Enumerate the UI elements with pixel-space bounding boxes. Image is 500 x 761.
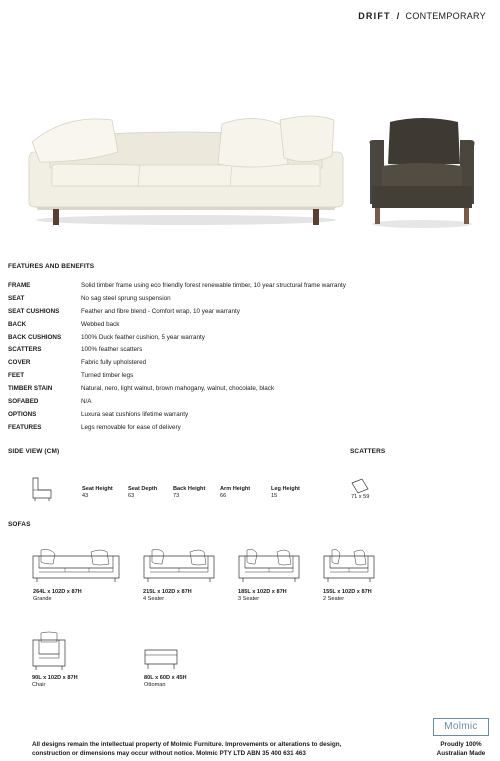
feature-value: Legs removable for ease of delivery bbox=[81, 423, 181, 431]
feature-label: SCATTERS bbox=[8, 346, 42, 354]
feature-row bbox=[8, 344, 468, 357]
feature-value: Feather and fibre blend - Comfort wrap, 10 year warranty bbox=[81, 307, 240, 315]
sofa-dims: 80L x 60D x 45H bbox=[144, 675, 187, 681]
made-in-line-2: Australian Made bbox=[436, 749, 486, 757]
feature-row bbox=[8, 396, 468, 409]
feature-label: TIMBER STAIN bbox=[8, 385, 53, 393]
dim-value: 73 bbox=[173, 493, 180, 500]
header-separator: / bbox=[396, 11, 400, 21]
feature-value: Natural, nero, light walnut, brown mahogany, walnut, chocolate, black bbox=[81, 385, 275, 393]
feature-label: BACK CUSHIONS bbox=[8, 333, 62, 341]
feature-row bbox=[8, 422, 468, 435]
feature-value: Turned timber legs bbox=[81, 372, 134, 380]
sofa-dims: 155L x 102D x 87H bbox=[323, 589, 372, 595]
feature-label: FEET bbox=[8, 372, 25, 380]
feature-row bbox=[8, 332, 468, 345]
feature-value: 100% feather scatters bbox=[81, 346, 143, 354]
sofa-2-seater-caption bbox=[323, 589, 372, 603]
sofa-name: Grande bbox=[33, 596, 52, 603]
sofa-name: 4 Seater bbox=[143, 596, 165, 603]
dim-value: 15 bbox=[271, 493, 278, 500]
chair-photo bbox=[368, 114, 476, 232]
sofa-4-seater-diagram bbox=[142, 546, 216, 584]
sofa-name: Chair bbox=[32, 682, 46, 689]
feature-value: Webbed back bbox=[81, 320, 120, 328]
footer-line-1: All designs remain the intellectual property of Molmic Furniture. Improvements or alterations to design, bbox=[32, 741, 342, 748]
scatter-cushion-diagram bbox=[350, 478, 370, 494]
australian-made-badge bbox=[428, 741, 494, 758]
dim-back-height bbox=[173, 486, 205, 500]
sofa-dims: 215L x 102D x 87H bbox=[143, 589, 192, 595]
scatters-title: SCATTERS bbox=[350, 448, 386, 455]
dim-label: Leg Height bbox=[271, 486, 300, 492]
features-list bbox=[8, 280, 468, 435]
sofa-name: 3 Seater bbox=[238, 596, 260, 603]
feature-row bbox=[8, 383, 468, 396]
feature-row bbox=[8, 409, 468, 422]
features-title: FEATURES AND BENEFITS bbox=[8, 263, 95, 270]
chair-caption bbox=[32, 675, 78, 689]
feature-value: No sag steel sprung suspension bbox=[81, 294, 171, 302]
feature-value: Solid timber frame using eco friendly forest renewable timber, 10 year structural frame warranty bbox=[81, 282, 346, 289]
feature-row bbox=[8, 293, 468, 306]
sofa-dims: 90L x 102D x 87H bbox=[32, 675, 78, 681]
feature-value: 100% Duck feather cushion, 5 year warranty bbox=[81, 333, 205, 341]
sofa-name: 2 Seater bbox=[323, 596, 345, 603]
sofa-3-seater-caption bbox=[238, 589, 287, 603]
brand-name: DRIFT bbox=[358, 11, 391, 21]
feature-label: SEAT CUSHIONS bbox=[8, 307, 60, 315]
dim-value: 66 bbox=[220, 493, 227, 500]
sofa-2-seater-diagram bbox=[322, 546, 376, 584]
side-view-title: SIDE VIEW (CM) bbox=[8, 448, 60, 455]
sofa-4-seater-caption bbox=[143, 589, 192, 603]
feature-row bbox=[8, 306, 468, 319]
footer-line-2: construction or dimensions may occur without notice. Molmic PTY LTD ABN 35 400 631 463 bbox=[32, 749, 306, 757]
sofa-3-seater-diagram bbox=[237, 546, 301, 584]
sofa-dims: 185L x 102D x 87H bbox=[238, 589, 287, 595]
ottoman-caption bbox=[144, 675, 187, 689]
feature-value: Luxura seat cushions lifetime warranty bbox=[81, 410, 189, 418]
chair-diagram bbox=[31, 630, 67, 672]
made-in-line-1: Proudly 100% bbox=[440, 741, 482, 748]
ottoman-diagram bbox=[143, 646, 179, 672]
feature-label: SEAT bbox=[8, 294, 25, 302]
dim-value: 43 bbox=[82, 493, 89, 500]
sofa-name: Ottoman bbox=[144, 682, 166, 689]
sofa-grande-caption bbox=[33, 589, 82, 603]
collection-name: CONTEMPORARY bbox=[405, 11, 486, 21]
feature-value: Fabric fully upholstered bbox=[81, 359, 147, 367]
feature-label: OPTIONS bbox=[8, 410, 37, 418]
dim-seat-height bbox=[82, 486, 113, 500]
feature-value: N/A bbox=[81, 398, 92, 406]
feature-label: COVER bbox=[8, 359, 31, 367]
feature-label: SOFABED bbox=[8, 398, 39, 406]
feature-row bbox=[8, 370, 468, 383]
feature-label: FRAME bbox=[8, 282, 31, 289]
dim-label: Seat Height bbox=[82, 486, 113, 492]
dim-value: 63 bbox=[128, 493, 135, 500]
page-header bbox=[358, 11, 486, 21]
dim-label: Back Height bbox=[173, 486, 206, 492]
sofa-dims: 264L x 102D x 87H bbox=[33, 589, 82, 595]
feature-row bbox=[8, 280, 468, 293]
side-view-diagram bbox=[30, 476, 54, 502]
feature-row bbox=[8, 357, 468, 370]
feature-label: BACK bbox=[8, 320, 27, 328]
feature-row bbox=[8, 319, 468, 332]
molmic-logo: Molmic bbox=[433, 718, 489, 736]
scatter-size: 71 x 59 bbox=[351, 494, 370, 500]
dim-label: Arm Height bbox=[220, 486, 251, 492]
dim-arm-height bbox=[220, 486, 250, 500]
copyright-notice bbox=[32, 741, 372, 758]
sofa-grande-diagram bbox=[31, 546, 121, 584]
dim-label: Seat Depth bbox=[128, 486, 158, 492]
sofas-title: SOFAS bbox=[8, 521, 31, 528]
feature-label: FEATURES bbox=[8, 423, 42, 431]
dim-leg-height bbox=[271, 486, 300, 500]
dim-seat-depth bbox=[128, 486, 157, 500]
sofa-photo bbox=[26, 112, 346, 230]
